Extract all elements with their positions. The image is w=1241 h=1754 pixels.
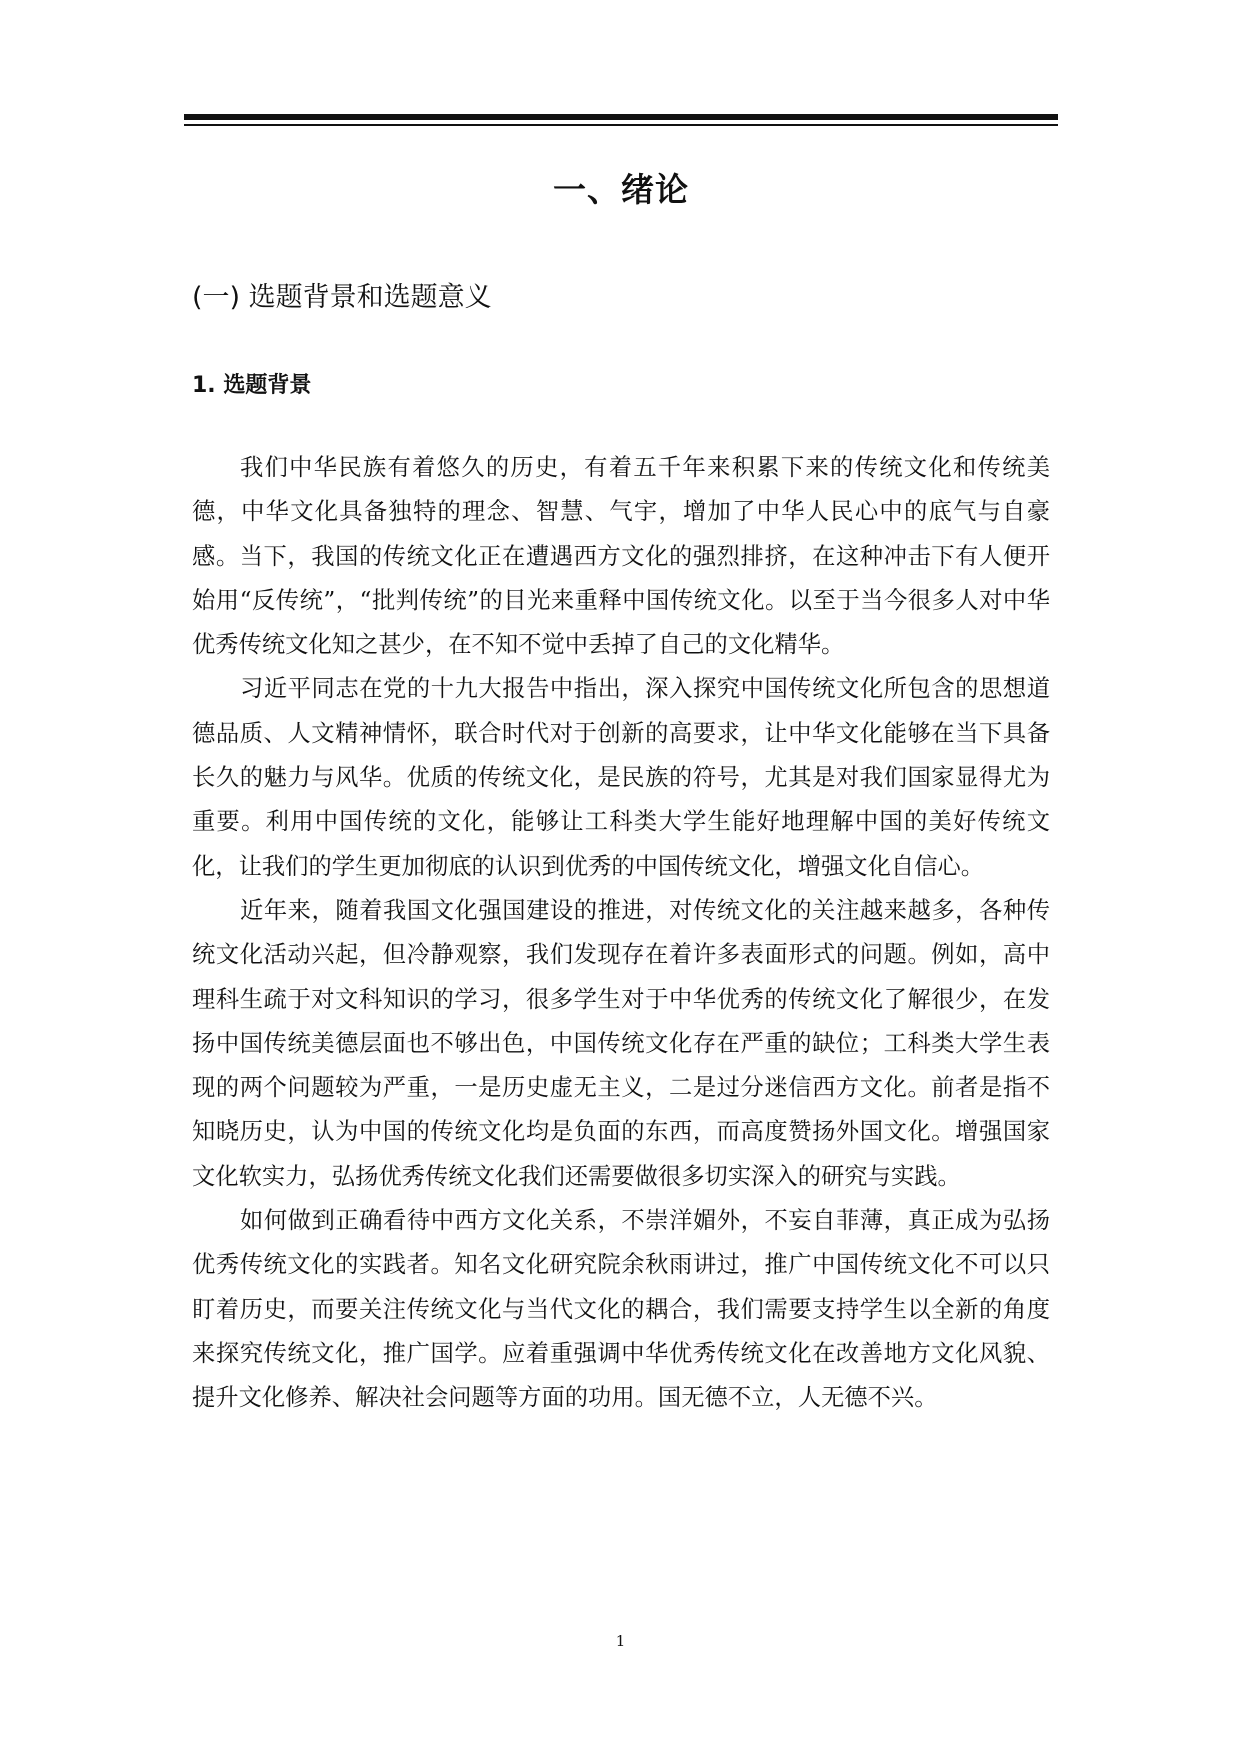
paragraph: 近年来，随着我国文化强国建设的推进，对传统文化的关注越来越多，各种传统文化活动兴起，但冷静观察，我们发现存在着许多表面形式的问题。例如，高中理科生疏于对文科知识的学习，很多学生对于中华优秀的传统文化了解很少，在发扬中国传统美德层面也不够出色，中国传统文化存在严重的缺位；工科类大学生表现的两个问题较为严重，一是历史虚无主义，二是过分迷信西方文化。前者是指不知晓历史，认为中国的传统文化均是负面的东西，而高度赞扬外国文化。增强国家文化软实力，弘扬优秀传统文化我们还需要做很多切实深入的研究与实践。	[192, 896, 1050, 1190]
chapter-title: 一、绪论	[553, 170, 689, 209]
header-rule-thin	[184, 124, 1058, 126]
paragraph: 习近平同志在党的十九大报告中指出，深入探究中国传统文化所包含的思想道德品质、人文精神情怀，联合时代对于创新的高要求，让中华文化能够在当下具备长久的魅力与风华。优质的传统文化，是民族的符号，尤其是对我们国家显得尤为重要。利用中国传统的文化，能够让工科类大学生能好地理解中国的美好传统文化，让我们的学生更加彻底的认识到优秀的中国传统文化，增强文化自信心。	[192, 675, 1050, 880]
body-text	[192, 446, 1050, 1421]
paragraph: 如何做到正确看待中西方文化关系，不崇洋媚外，不妄自菲薄，真正成为弘扬优秀传统文化的实践者。知名文化研究院余秋雨讲过，推广中国传统文化不可以只盯着历史，而要关注传统文化与当代文化的耦合，我们需要支持学生以全新的角度来探究传统文化，推广国学。应着重强调中华优秀传统文化在改善地方文化风貌、提升文化修养、解决社会问题等方面的功用。国无德不立，人无德不兴。	[192, 1207, 1050, 1412]
header-rule-thick	[184, 114, 1058, 120]
page-number: 1	[615, 1632, 626, 1650]
subsection-title: 1. 选题背景	[192, 373, 312, 398]
paragraph: 我们中华民族有着悠久的历史，有着五千年来积累下来的传统文化和传统美德，中华文化具备独特的理念、智慧、气宇，增加了中华人民心中的底气与自豪感。当下，我国的传统文化正在遭遇西方文化的强烈排挤，在这种冲击下有人便开始用“反传统”，“批判传统”的目光来重释中国传统文化。以至于当今很多人对中华优秀传统文化知之甚少，在不知不觉中丢掉了自己的文化精华。	[192, 454, 1050, 659]
section-title: (一) 选题背景和选题意义	[192, 282, 492, 313]
